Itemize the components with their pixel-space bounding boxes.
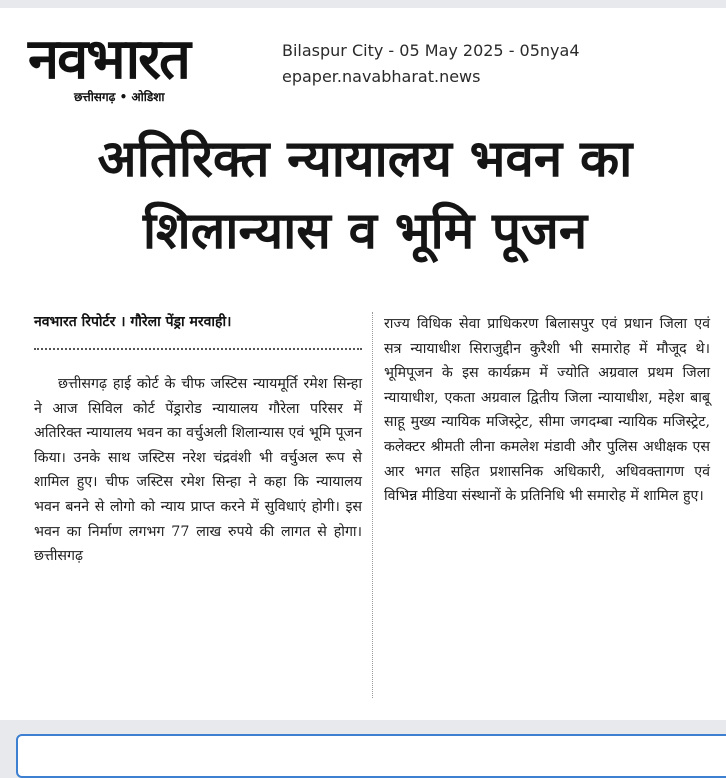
site-url: epaper.navabharat.news — [282, 67, 481, 86]
byline-divider — [34, 348, 362, 350]
column-divider — [372, 312, 373, 698]
newspaper-logo — [22, 28, 268, 106]
article-column-right: राज्य विधिक सेवा प्राधिकरण बिलासपुर एवं प्रधान जिला एवं सत्र न्यायाधीश सिराजुद्दीन कुरैशी भी समारोह में मौजूद थे। भूमिपूजन के इस कार्यक्रम में ज्योति अग्रवाल प्रथम जिला न्यायाधीश, एकता अग्रवाल द्वितीय जिला न्यायाधीश, महेश बाबू साहू मुख्य न्यायिक मजिस्ट्रेट, सीमा जगदम्बा न्यायिक मजिस्ट्रेट, कलेक्टर श्रीमती लीना कमलेश मंडावी और पुलिस अधीक्षक एस आर भगत सहित प्रशासनिक अधिकारी, अधिवक्तागण एवं विभिन्न मीडिया संस्थानों के प्रतिनिधि भी समारोह में शामिल हुए। — [384, 316, 710, 505]
edition-line: Bilaspur City - 05 May 2025 - 05nya4 — [282, 41, 580, 60]
logo-subtitle: छत्तीसगढ़ • ओडिशा — [74, 90, 165, 104]
headline-line-2: शिलान्यास व भूमि पूजन — [142, 202, 588, 261]
edition-info — [282, 38, 580, 90]
logo-wordmark: नवभारत — [28, 27, 189, 92]
article-byline: नवभारत रिपोर्टर । गौरेला पेंड्रा मरवाही। — [34, 314, 232, 330]
article-headline — [20, 124, 710, 268]
top-strip — [0, 0, 726, 8]
headline-line-1: अतिरिक्त न्यायालय भवन का — [97, 130, 633, 189]
bottom-panel[interactable] — [16, 734, 726, 778]
article-column-left: छत्तीसगढ़ हाई कोर्ट के चीफ जस्टिस न्यायमूर्ति रमेश सिन्हा ने आज सिविल कोर्ट पेंड्रारोड न्यायालय गौरेला परिसर में अतिरिक्त न्यायालय भवन का वर्चुअली शिलान्यास एवं भूमि पूजन किया। उनके साथ जस्टिस नरेश चंद्रवंशी भी वर्चुअल रूप से शामिल हुए। चीफ जस्टिस रमेश सिन्हा ने कहा कि न्यायालय भवन बनने से लोगो को न्याय प्राप्त करने में सुविधाएं होगी। इस भवन का निर्माण लगभग 77 लाख रुपये की लागत से होगा। छत्तीसगढ़ — [34, 376, 362, 565]
